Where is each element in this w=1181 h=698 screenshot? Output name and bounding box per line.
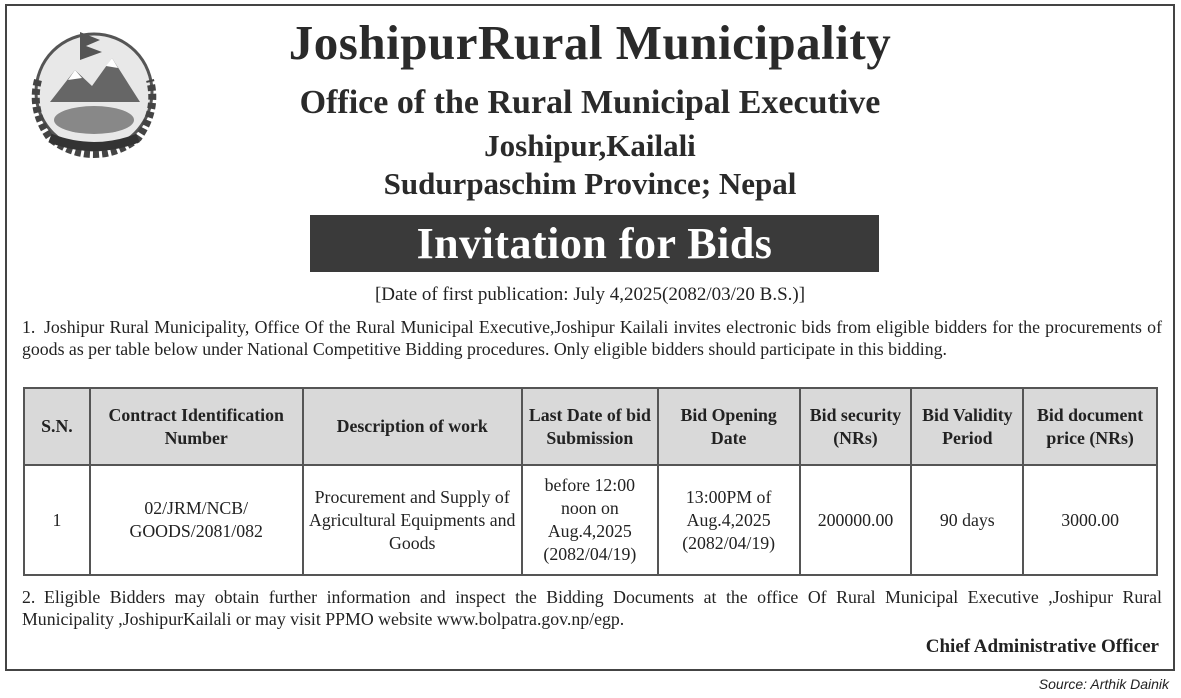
header-opening-date: Bid Opening Date [658,388,800,465]
table-header-row [24,388,1157,465]
paragraph-1-number: 1. [22,317,36,337]
header-doc-price: Bid document price (NRs) [1023,388,1157,465]
bids-table [23,387,1158,576]
cell-last-date: before 12:00 noon on Aug.4,2025 (2082/04/19) [522,465,658,575]
paragraph-2-number: 2. [22,587,36,607]
paragraph-1-text: Joshipur Rural Municipality, Office Of the Rural Municipal Executive,Joshipur Kailali invites electronic bids from eligible bidders for the procurements of goods as per table below under National Competitive Bidding procedures. Only eligible bidders should participate in this bidding. [22,317,1162,359]
header-contract-id: Contract Identification Number [90,388,303,465]
cell-opening-date: 13:00PM of Aug.4,2025 (2082/04/19) [658,465,800,575]
invitation-banner: Invitation for Bids [310,215,879,272]
signature-title: Chief Administrative Officer [925,636,1159,657]
paragraph-2 [22,586,1162,630]
publication-date: [Date of first publication: July 4,2025(2082/03/20 B.S.)] [374,284,806,305]
cell-bid-security: 200000.00 [800,465,912,575]
cell-description: Procurement and Supply of Agricultural Equipments and Goods [303,465,522,575]
paragraph-1 [22,316,1162,360]
cell-validity: 90 days [911,465,1023,575]
source-credit: Source: Arthik Dainik [1038,676,1169,692]
location-line: Joshipur,Kailali [484,128,696,163]
header-validity: Bid Validity Period [911,388,1023,465]
office-title: Office of the Rural Municipal Executive [299,84,881,121]
paragraph-2-text: Eligible Bidders may obtain further information and inspect the Bidding Documents at the office Of Rural Municipal Executive ,Joshipur Rural Municipality ,JoshipurKailali or may visit PPMO website www.bolpatra.gov.np/egp. [22,587,1162,629]
cell-contract-id: 02/JRM/NCB/ GOODS/2081/082 [90,465,303,575]
header-bid-security: Bid security (NRs) [800,388,912,465]
nepal-coat-of-arms-icon [20,20,168,158]
province-line: Sudurpaschim Province; Nepal [383,166,797,201]
cell-doc-price: 3000.00 [1023,465,1157,575]
header-last-date: Last Date of bid Submission [522,388,658,465]
header-sn: S.N. [24,388,90,465]
municipality-title: JoshipurRural Municipality [288,15,892,70]
table-row [24,465,1157,575]
cell-sn: 1 [24,465,90,575]
header-description: Description of work [303,388,522,465]
